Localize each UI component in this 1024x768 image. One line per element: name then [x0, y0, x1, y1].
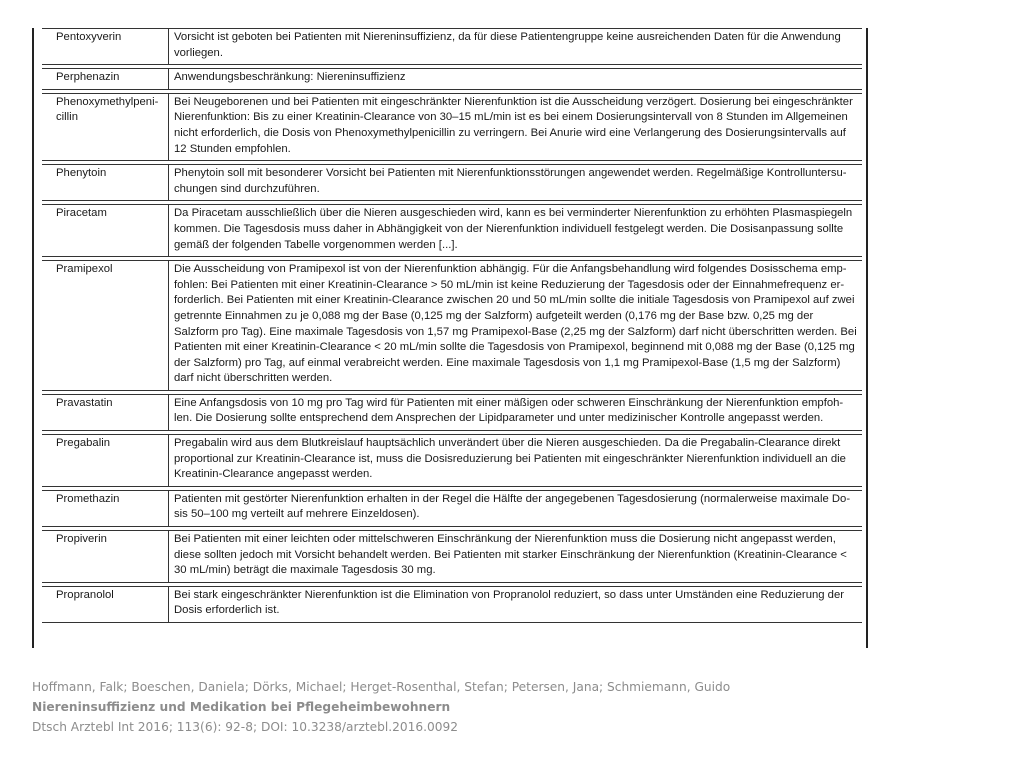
drug-name-cell: Pentoxyverin — [42, 29, 169, 65]
table-row — [42, 261, 862, 391]
drug-name-cell: Promethazin — [42, 490, 169, 526]
drug-name-cell: Pramipexol — [42, 261, 169, 391]
drug-name-cell: Propranolol — [42, 586, 169, 622]
table-excerpt — [32, 28, 868, 648]
drug-name-cell: Piracetam — [42, 205, 169, 257]
drug-note-cell: Bei Patienten mit einer leichten oder mittelschweren Einschränkung der Nierenfunktion muss die Dosierung nicht angepasst werden, diese sollten jedoch mit Vorsicht behandelt werden. Bei Patienten mit starker Einschränkung der Nierenfunktion (Kreatinin-Clearance < 30 mL/min) beträgt die maximale Tagesdosis 30 mg. — [169, 531, 863, 583]
drug-name-cell: Perphenazin — [42, 69, 169, 90]
drug-note-cell: Vorsicht ist geboten bei Patienten mit Niereninsuffizienz, da für diese Patientengruppe keine ausreichenden Daten für die Anwendung vorliegen. — [169, 29, 863, 65]
table-row — [42, 165, 862, 201]
table-row — [42, 490, 862, 526]
table-row — [42, 531, 862, 583]
table-row — [42, 586, 862, 622]
drug-note-cell: Pregabalin wird aus dem Blutkreislauf hauptsächlich unverändert über die Nieren ausgeschieden. Da die Pregabalin-Clearance direkt proportional zur Kreatinin-Clearance ist, muss die Dosisreduzierung bei Patienten mit eingeschränkter Nierenfunktion individuell an die Kreatinin-Clearance angepasst werden. — [169, 435, 863, 487]
table-row — [42, 93, 862, 160]
drug-renal-table — [42, 28, 862, 623]
drug-name-cell: Pravastatin — [42, 394, 169, 430]
drug-note-cell: Bei Neugeborenen und bei Patienten mit eingeschränkter Nierenfunktion ist die Ausscheidung verzögert. Dosierung bei eingeschränkter Nierenfunktion: Bis zu einer Kreatinin-Clearance von 30–15 mL/min ist es bei einem Dosierungsintervall von 8 Stunden im Allgemeinen nicht erforderlich, die Dosis von Phenoxymethylpenicillin zu verringern. Bei Anurie wird eine Verlangerung des Dosierungsintervalls auf 12 Stunden empfohlen. — [169, 93, 863, 160]
drug-note-cell: Anwendungsbeschränkung: Niereninsuffizienz — [169, 69, 863, 90]
table-row — [42, 435, 862, 487]
caption-authors: Hoffmann, Falk; Boeschen, Daniela; Dörks, Michael; Herget-Rosenthal, Stefan; Petersen, Jana; Schmiemann, Guido — [32, 680, 731, 694]
table-row — [42, 394, 862, 430]
drug-name-cell: Pregabalin — [42, 435, 169, 487]
drug-note-cell: Patienten mit gestörter Nierenfunktion erhalten in der Regel die Hälfte der angegebenen Tagesdosierung (normalerweise maximale Do-sis 50–100 mg verteilt auf mehrere Einzeldosen). — [169, 490, 863, 526]
drug-name-cell: Phenytoin — [42, 165, 169, 201]
drug-note-cell: Die Ausscheidung von Pramipexol ist von der Nierenfunktion abhängig. Für die Anfangsbehandlung wird folgendes Dosisschema emp-fohlen: Bei Patienten mit einer Kreatinin-Clearance > 50 mL/min ist keine Reduzierung der Tagesdosis oder der Einnahmefrequenz er-forderlich. Bei Patienten mit einer Kreatinin-Clearance zwischen 20 und 50 mL/min sollte die initiale Tagesdosis von Pramipexol auf zwei getrennte Einnahmen zu je 0,088 mg der Base (0,125 mg der Salzform) aufgeteilt werden (0,176 mg der Base bzw. 0,25 mg der Salzform pro Tag). Eine maximale Tagesdosis von 1,57 mg Pramipexol-Base (2,25 mg der Salzform) darf nicht überschritten werden. Bei Patienten mit einer Kreatinin-Clearance < 20 mL/min sollte die Tagesdosis von Pramipexol, beginnend mit 0,088 mg der Base (0,125 mg der Salzform) pro Tag, auf einmal verabreicht werden. Eine maximale Tagesdosis von 1,1 mg Pramipexol-Base (1,5 mg der Salzform) darf nicht überschritten werden. — [169, 261, 863, 391]
drug-note-cell: Phenytoin soll mit besonderer Vorsicht bei Patienten mit Nierenfunktionsstörungen angewendet werden. Regelmäßige Kontrolluntersu-chungen sind durchzuführen. — [169, 165, 863, 201]
table-row — [42, 29, 862, 65]
citation-caption — [32, 677, 730, 737]
caption-title: Niereninsuffizienz und Medikation bei Pflegeheimbewohnern — [32, 700, 451, 714]
drug-note-cell: Da Piracetam ausschließlich über die Nieren ausgeschieden wird, kann es bei verminderter Nierenfunktion zu erhöhten Plasmaspiegeln kommen. Die Tagesdosis muss daher in Abhängigkeit von der Nierenfunktion individuell festgelegt werden. Die Dosisanpassung sollte gemäß der folgenden Tabelle vorgenommen werden [...]. — [169, 205, 863, 257]
drug-note-cell: Bei stark eingeschränkter Nierenfunktion ist die Elimination von Propranolol reduziert, so dass unter Umständen eine Reduzierung der Dosis erforderlich ist. — [169, 586, 863, 622]
drug-note-cell: Eine Anfangsdosis von 10 mg pro Tag wird für Patienten mit einer mäßigen oder schweren Einschränkung der Nierenfunktion empfoh-len. Die Dosierung sollte entsprechend dem Ansprechen der Lipidparameter und unter medizinischer Kontrolle angepasst werden. — [169, 394, 863, 430]
drug-name-cell: Phenoxymethylpeni-cillin — [42, 93, 169, 160]
table-row — [42, 69, 862, 90]
caption-citation: Dtsch Arztebl Int 2016; 113(6): 92-8; DOI: 10.3238/arztebl.2016.0092 — [32, 720, 459, 734]
drug-name-cell: Propiverin — [42, 531, 169, 583]
table-row — [42, 205, 862, 257]
